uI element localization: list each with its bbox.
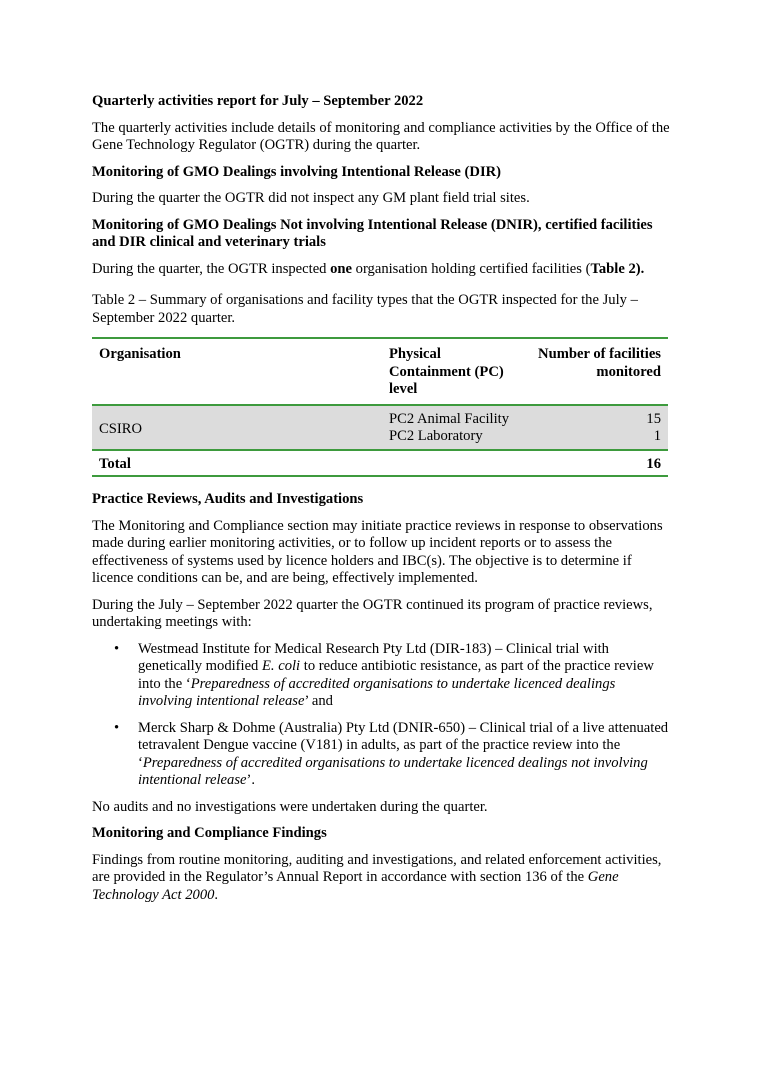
practice-paragraph-1: The Monitoring and Compliance section may initiate practice reviews in response to observations made during earlier monitoring activities, or to follow up incident reports or to assess the effectiveness of systems used by licence holders and IBC(s). The objective is to determine if licence conditions can be, and are being, effectively implemented.	[92, 517, 663, 586]
audits-paragraph: No audits and no investigations were undertaken during the quarter.	[92, 798, 488, 815]
cell-organisation: CSIRO	[92, 405, 382, 450]
findings-paragraph	[92, 852, 670, 905]
bullet-1-review-title: Preparedness of accredited organisations to undertake licenced dealings involving intentional release	[138, 675, 616, 709]
report-title: Quarterly activities report for July – September 2022	[92, 93, 424, 109]
cell-facilities-count: 1	[653, 428, 661, 444]
document-page	[92, 93, 670, 913]
table-reference: Table 2).	[590, 260, 645, 277]
header-organisation: Organisation	[99, 346, 181, 362]
table-row	[92, 405, 668, 429]
table-header-row	[92, 338, 668, 405]
practice-heading: Practice Reviews, Audits and Investigations	[92, 491, 364, 507]
dir-paragraph: During the quarter the OGTR did not inspect any GM plant field trial sites.	[92, 190, 530, 206]
bullet-2-text: Merck Sharp & Dohme (Australia) Pty Ltd (DNIR-650) – Clinical trial of a live attenuated tetravalent Dengue vaccine (V181) in adults, as part of the practice review into the ‘	[138, 719, 669, 771]
bullet-2-review-title: Preparedness of accredited organisations to undertake licenced dealings not involving intentional release	[138, 754, 648, 788]
total-value: 16	[524, 450, 668, 477]
intro-paragraph: The quarterly activities include details of monitoring and compliance activities by the Office of the Gene Technology Regulator (OGTR) during the quarter.	[92, 119, 670, 153]
table-caption: Table 2 – Summary of organisations and facility types that the OGTR inspected for the July – September 2022 quarter.	[92, 292, 638, 326]
dnir-heading: Monitoring of GMO Dealings Not involving Intentional Release (DNIR), certified facilities and DIR clinical and veterinary trials	[92, 216, 653, 250]
bullet-icon: •	[114, 640, 120, 657]
header-pc-level: Physical Containment (PC) level	[389, 346, 504, 397]
act-title: Gene Technology Act 2000	[92, 869, 619, 903]
facilities-table	[92, 337, 668, 477]
dnir-paragraph	[92, 261, 670, 279]
practice-paragraph-2: During the July – September 2022 quarter the OGTR continued its program of practice reviews, undertaking meetings with:	[92, 596, 653, 630]
total-label: Total	[92, 450, 382, 477]
bullet-1-text-end: ’ and	[304, 693, 333, 709]
bullet-1-text: Westmead Institute for Medical Research Pty Ltd (DIR-183) – Clinical trial with genetically modified	[138, 640, 609, 674]
findings-text: Findings from routine monitoring, auditing and investigations, and related enforcement activities, are provided in the Regulator’s Annual Report in accordance with section 136 of the	[92, 851, 662, 885]
dnir-text-bold: one	[330, 260, 353, 277]
list-item	[114, 640, 670, 711]
findings-end: .	[214, 886, 219, 903]
cell-pc-level: PC2 Animal Facility	[382, 405, 524, 429]
bullet-1-organism: E. coli	[262, 658, 301, 674]
bullet-icon: •	[114, 719, 120, 736]
table-total-row	[92, 450, 668, 477]
dnir-text-mid: organisation holding certified facilities (	[352, 260, 591, 277]
header-facilities-count: Number of facilities monitored	[538, 346, 661, 380]
cell-facilities-count: 15	[524, 405, 668, 429]
bullet-2-text-end: ’.	[246, 772, 255, 788]
cell-pc-level: PC2 Laboratory	[389, 428, 483, 444]
bullet-1-text-cont: to reduce antibiotic resistance, as part of the practice review into the ‘	[138, 658, 654, 692]
list-item	[114, 719, 670, 790]
dir-heading: Monitoring of GMO Dealings involving Intentional Release (DIR)	[92, 163, 502, 180]
total-empty-cell	[382, 450, 524, 477]
practice-review-list	[92, 641, 670, 790]
dnir-text-start: During the quarter, the OGTR inspected	[92, 260, 331, 277]
findings-heading: Monitoring and Compliance Findings	[92, 825, 327, 841]
